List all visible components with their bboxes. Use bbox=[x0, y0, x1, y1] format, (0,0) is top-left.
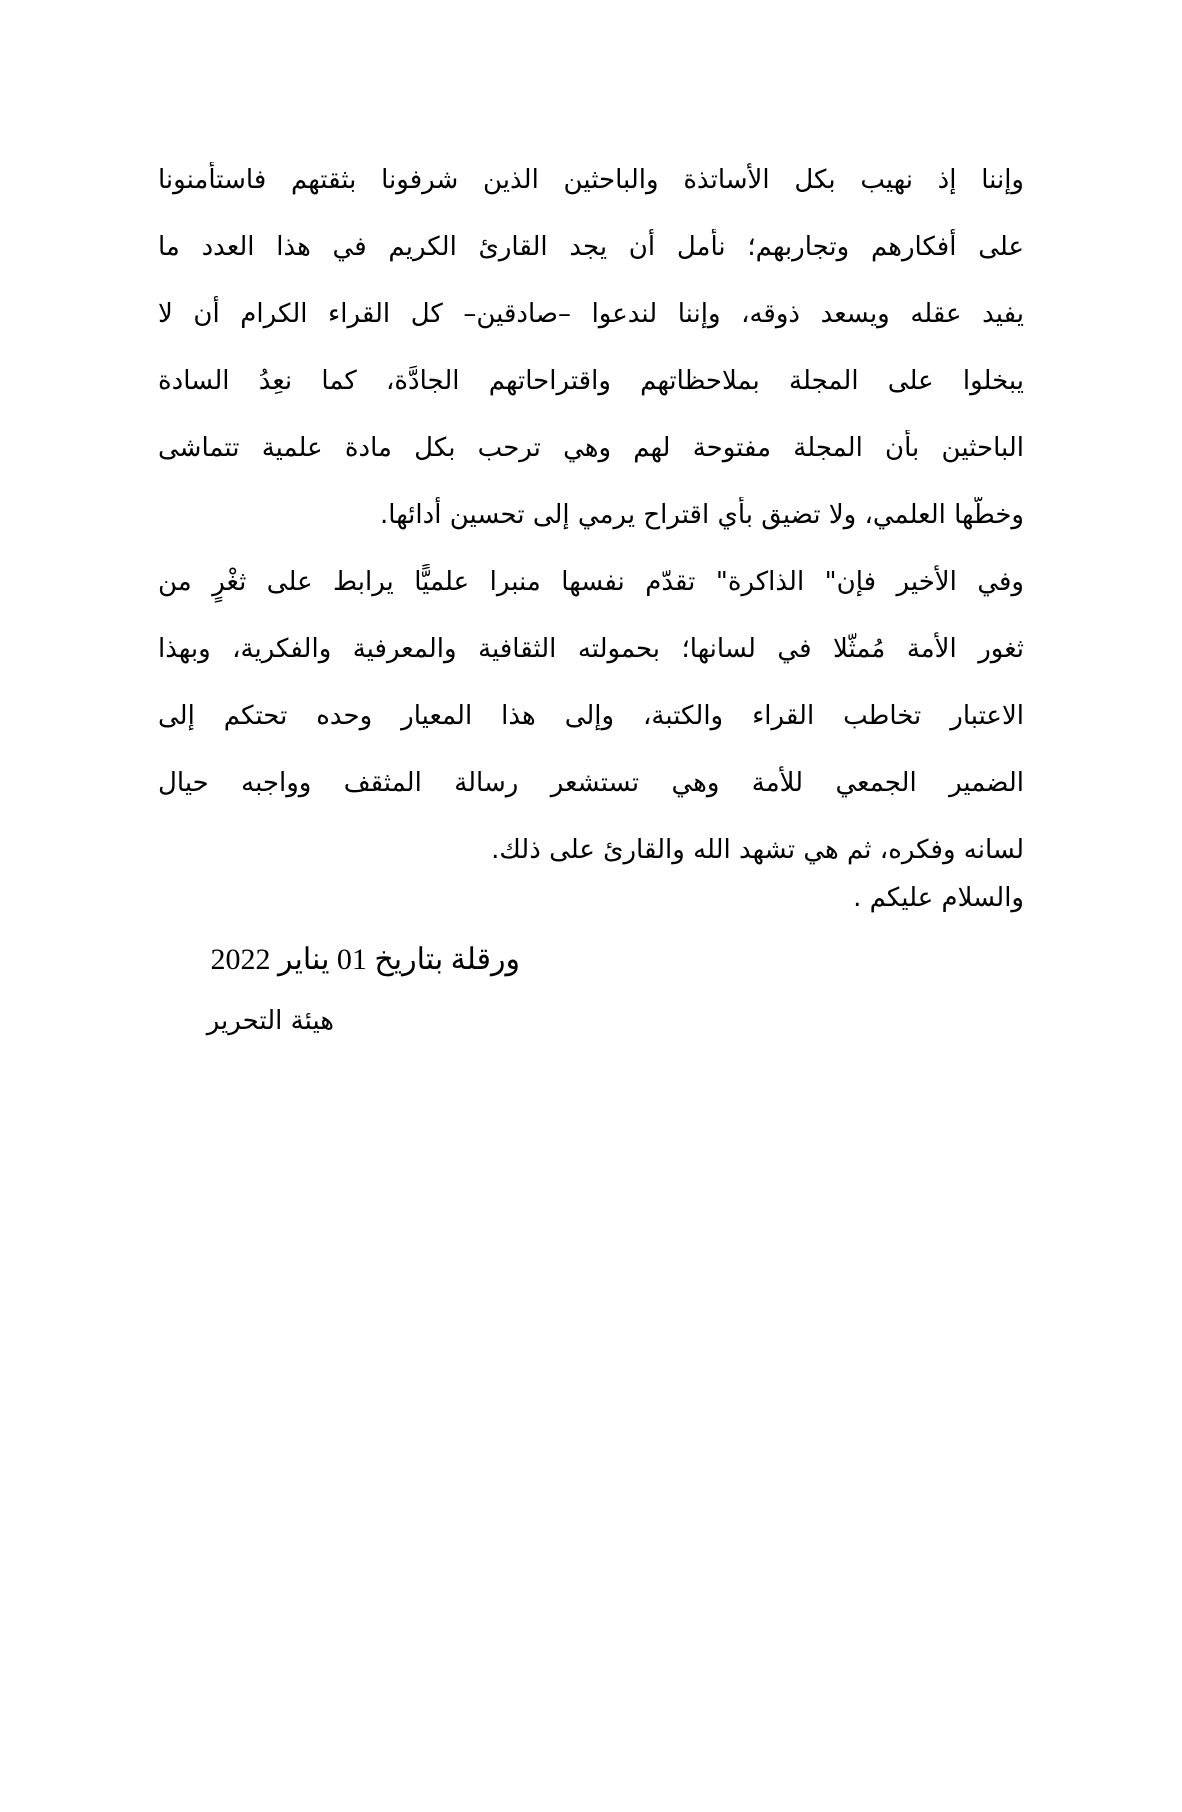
date-line: ورقلة بتاريخ 01 يناير 2022 bbox=[210, 943, 520, 976]
closing-greeting: والسلام عليكم . bbox=[853, 883, 1024, 913]
text-line: يبخلوا على المجلة بملاحظاتهم واقتراحاتهم الجادَّة، كما نعِدُ السادة bbox=[158, 366, 1024, 396]
text-line: لسانه وفكره، ثم هي تشهد الله والقارئ على ذلك. bbox=[491, 835, 1024, 865]
signature: هيئة التحرير bbox=[206, 1006, 334, 1036]
text-line: وفي الأخير فإن" الذاكرة" تقدّم نفسها منبرا علميًّا يرابط على ثغْرٍ من bbox=[158, 567, 1024, 597]
text-line: الباحثين بأن المجلة مفتوحة لهم وهي ترحب بكل مادة علمية تتماشى bbox=[158, 433, 1024, 463]
text-line: يفيد عقله ويسعد ذوقه، وإننا لندعوا –صادقين– كل القراء الكرام أن لا bbox=[158, 299, 1024, 329]
text-line: الضمير الجمعي للأمة وهي تستشعر رسالة المثقف وواجبه حيال bbox=[158, 768, 1024, 798]
body-text bbox=[158, 162, 1024, 899]
text-line: الاعتبار تخاطب القراء والكتبة، وإلى هذا المعيار وحده تحتكم إلى bbox=[158, 701, 1024, 731]
text-line: ثغور الأمة مُمثّلا في لسانها؛ بحمولته الثقافية والمعرفية والفكرية، وبهذا bbox=[158, 634, 1024, 664]
text-line: وخطّها العلمي، ولا تضيق بأي اقتراح يرمي إلى تحسين أدائها. bbox=[380, 500, 1024, 530]
text-line: وإننا إذ نهيب بكل الأساتذة والباحثين الذين شرفونا بثقتهم فاستأمنونا bbox=[158, 165, 1024, 195]
text-line: على أفكارهم وتجاربهم؛ نأمل أن يجد القارئ الكريم في هذا العدد ما bbox=[158, 232, 1024, 262]
